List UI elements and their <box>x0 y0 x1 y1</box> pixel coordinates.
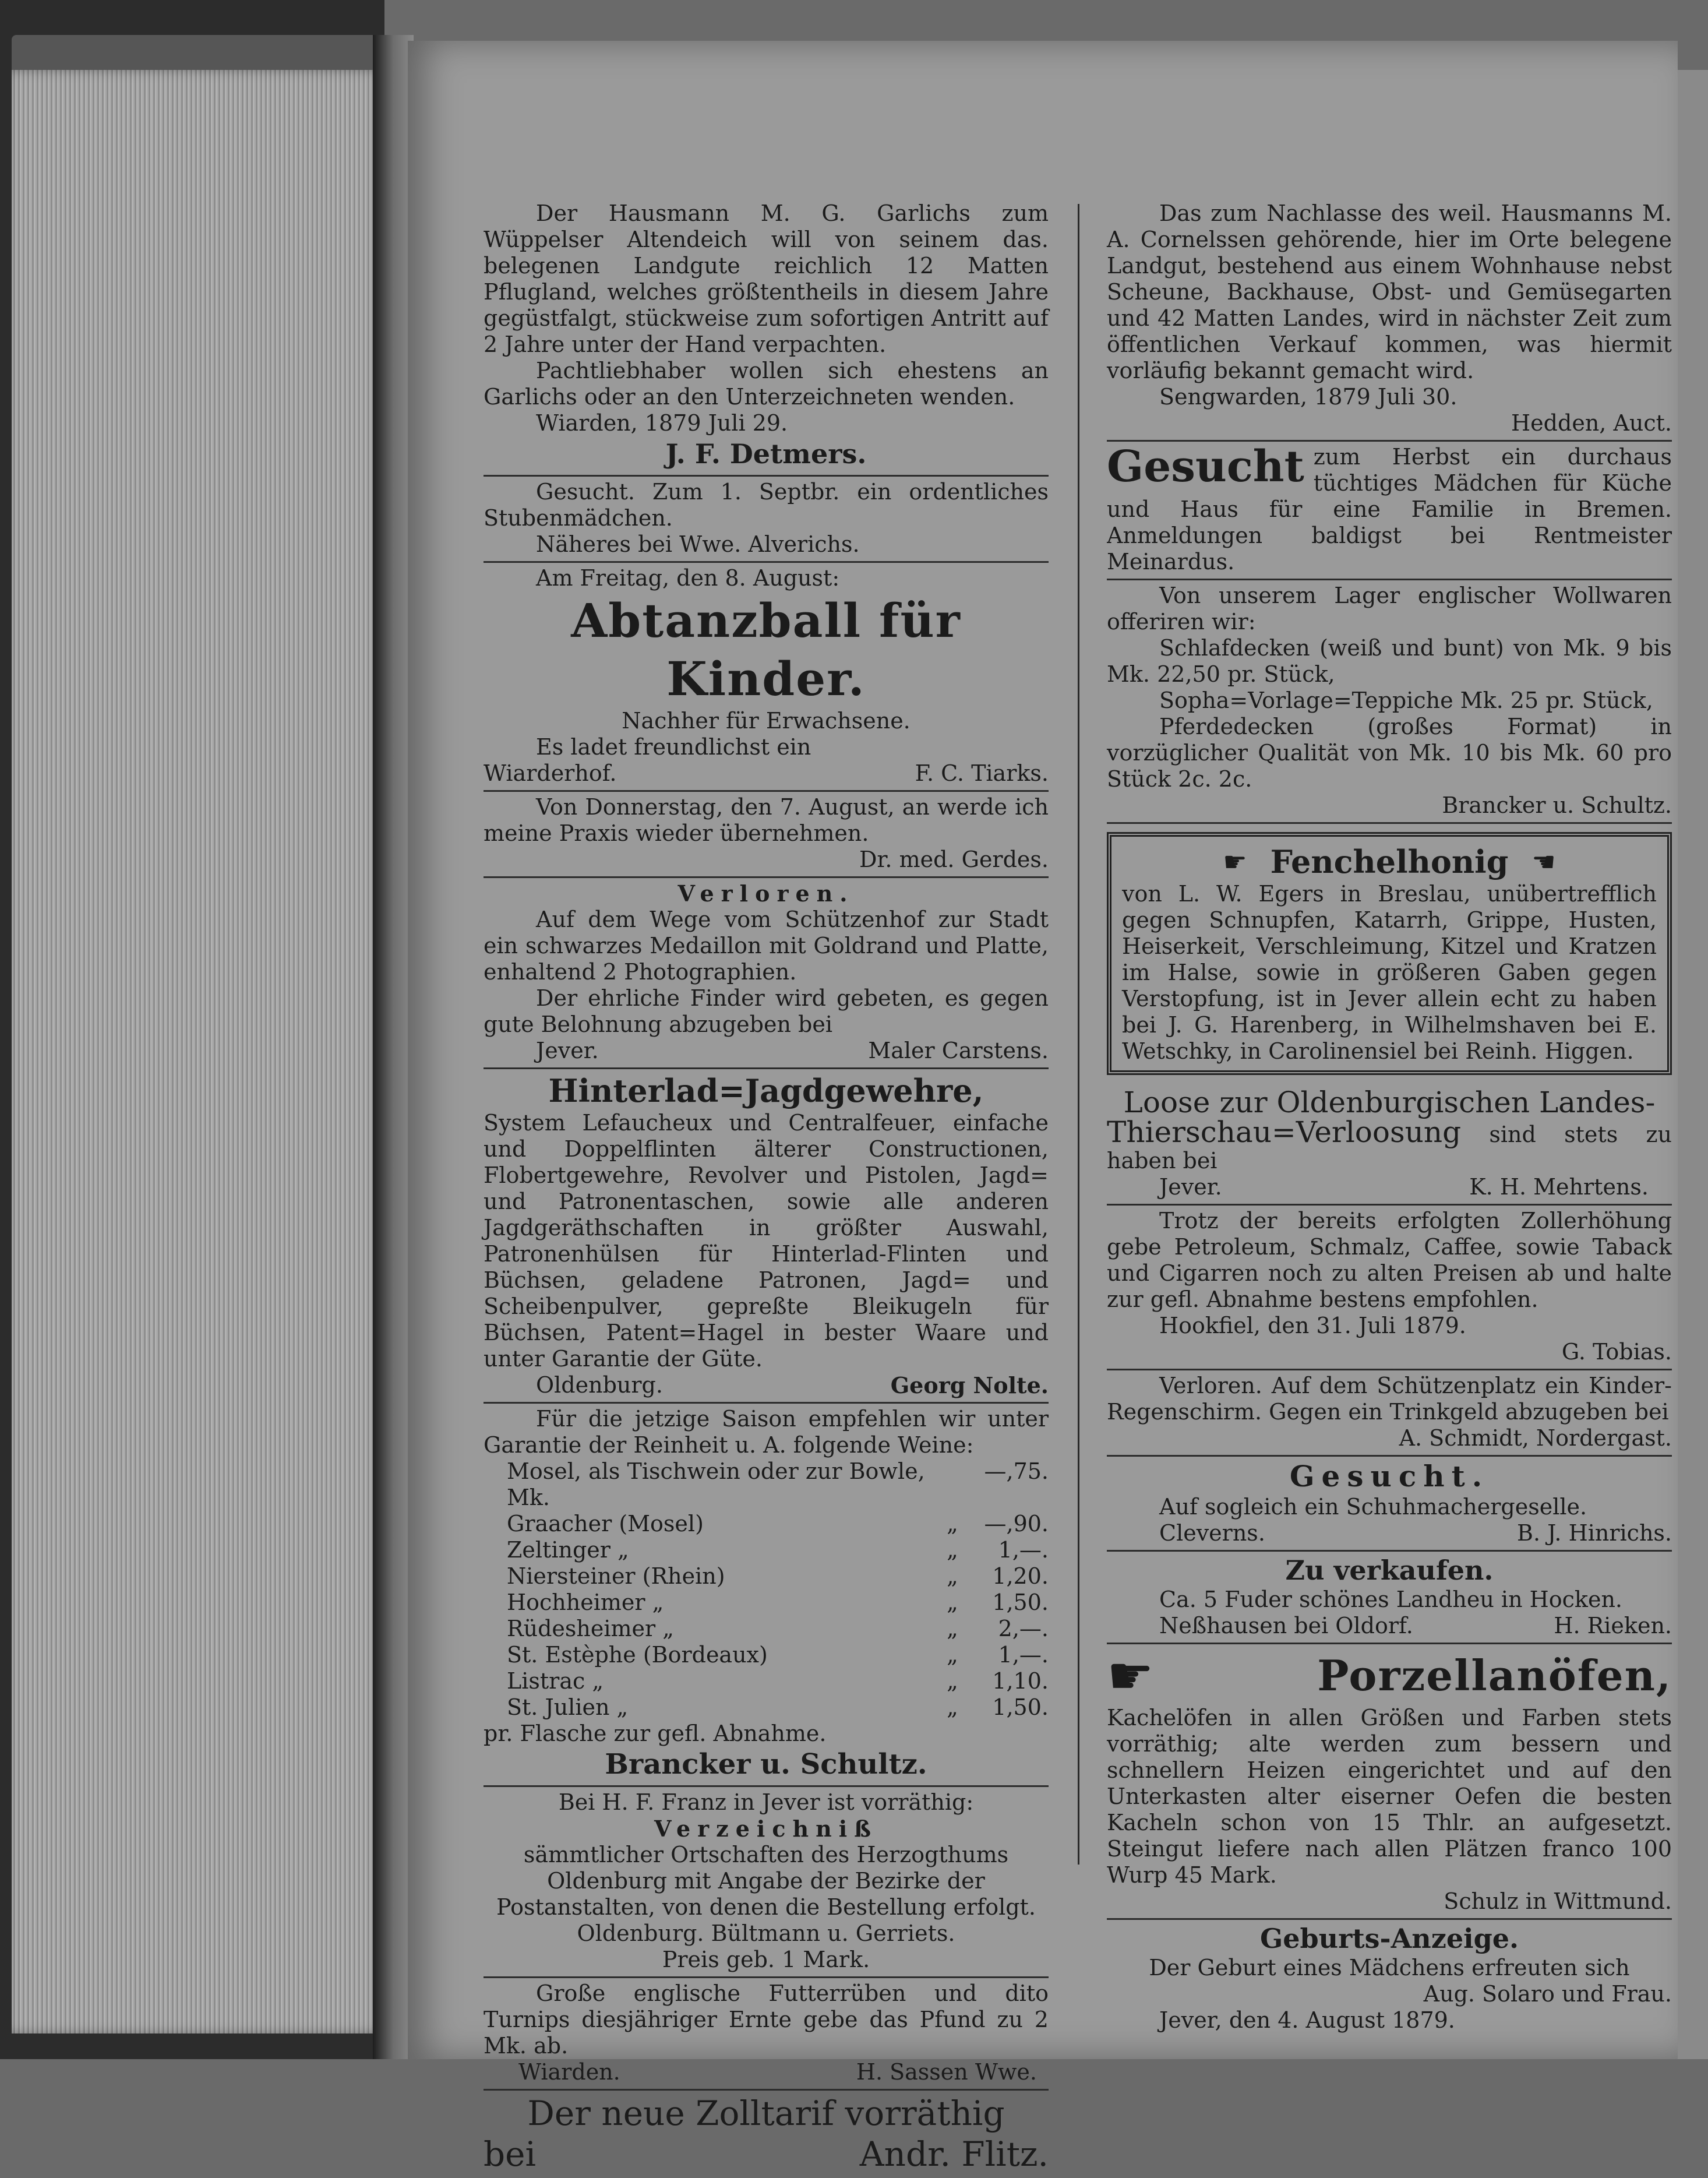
ad-signature: Dr. med. Gerdes. <box>859 847 1049 872</box>
ad-signature: Andr. Flitz. <box>859 2134 1049 2174</box>
pointing-hand-icon: ☛ <box>1107 1645 1154 1707</box>
ad-signature: Hedden, Auct. <box>1511 410 1672 436</box>
column-divider <box>1078 204 1079 1865</box>
ad-price: Preis geb. 1 Mark. <box>662 1947 870 1972</box>
ad-text: Bei H. F. Franz in Jever ist vorräthig: <box>558 1789 974 1815</box>
wine-row <box>484 1694 1049 1721</box>
ad-verloren <box>484 878 1049 1069</box>
ad-title: Hinterlad=Jagdgewehre, <box>548 1072 984 1109</box>
ad-stubenmaedchen <box>484 477 1049 563</box>
ad-porzellanoefen <box>1107 1644 1672 1920</box>
ad-loose <box>1107 1083 1672 1206</box>
ad-signature: Brancker u. Schultz. <box>605 1748 927 1781</box>
wine-price: 1,50. <box>992 1694 1049 1720</box>
ad-footer: pr. Flasche zur gefl. Abnahme. <box>484 1721 827 1746</box>
ad-signature: F. C. Tiarks. <box>915 760 1049 786</box>
ad-signature: G. Tobias. <box>1561 1339 1672 1365</box>
wine-row <box>484 1511 1049 1537</box>
ad-text: Große englische Futterrüben und dito Turnips diesjähriger Ernte gebe das Pfund zu 2 Mk. ab. <box>484 1980 1049 2059</box>
ad-gerdes <box>484 792 1049 878</box>
wine-mark: „ <box>947 1616 958 1641</box>
ad-place: Sengwarden, 1879 Juli 30. <box>1159 384 1458 410</box>
ad-signature: H. Sassen Wwe. <box>856 2059 1037 2085</box>
ad-place: Neßhausen bei Oldorf. <box>1159 1613 1413 1638</box>
ad-place: Jever. <box>1159 1174 1222 1200</box>
ad-jagdgewehre <box>484 1069 1049 1404</box>
ad-text: Für die jetzige Saison empfehlen wir unter Garantie der Reinheit u. A. folgende Weine: <box>484 1406 1049 1458</box>
wine-mark: „ <box>947 1511 958 1536</box>
ad-text: Trotz der bereits erfolgten Zollerhöhung gebe Petroleum, Schmalz, Caffee, sowie Taback und Cigarren noch zu alten Preisen ab und halte zur gefl. Abnahme bestens empfohlen. <box>1107 1208 1672 1312</box>
ad-gesucht-bremen <box>1107 442 1672 580</box>
ad-signature: K. H. Mehrtens. <box>1469 1174 1649 1200</box>
ad-signature: A. Schmidt, Nordergast. <box>1399 1425 1672 1451</box>
left-column <box>484 198 1049 2178</box>
wine-price: 1,20. <box>992 1563 1049 1589</box>
ad-text: Der Hausmann M. G. Garlichs zum Wüppelser Altendeich will von seinem das. belegenen Landgute reichlich 12 Matten Pflugland, welches größtentheils in diesem Jahre gegüstfalgt, stückweise zum sofortigen Antritt auf 2 Jahre unter der Hand verpachten. <box>484 200 1049 357</box>
wine-row <box>484 1563 1049 1590</box>
ad-text: Sopha=Vorlage=Teppiche Mk. 25 pr. Stück, <box>1159 688 1653 713</box>
wine-mark: „ <box>947 1642 958 1668</box>
wine-name: St. Estèphe (Bordeaux) <box>507 1642 768 1668</box>
ad-text: Näheres bei Wwe. Alverichs. <box>536 531 860 557</box>
wine-price: —,90. <box>984 1511 1049 1536</box>
ad-title: Geburts-Anzeige. <box>1259 1923 1519 1954</box>
wine-name: Graacher (Mosel) <box>507 1511 704 1536</box>
ad-title: Verzeichniß <box>654 1816 878 1842</box>
wine-row <box>484 1458 1049 1511</box>
ad-text: Auf sogleich ein Schuhmachergeselle. <box>1159 1494 1587 1520</box>
wine-price: 1,10. <box>992 1668 1049 1694</box>
ad-text: sämmtlicher Ortschaften des Herzogthums Oldenburg mit Angabe der Bezirke der Postanstalten, von denen die Bestellung erfolgt. <box>496 1842 1036 1920</box>
ad-place: Wiarden. <box>518 2059 620 2085</box>
ad-text: bei <box>484 2134 537 2174</box>
ad-text: Es ladet freundlichst ein <box>536 734 811 760</box>
wine-list <box>484 1458 1049 1721</box>
ad-title: Verloren. <box>677 880 855 907</box>
next-page-edge <box>1678 70 1708 2059</box>
ad-text: Gesucht. Zum 1. Septbr. ein ordentliches Stubenmädchen. <box>484 479 1049 531</box>
ad-place: Wiarderhof. <box>484 760 617 786</box>
right-column <box>1107 198 1672 2037</box>
pointing-hand-icon: ☚ <box>1531 845 1556 877</box>
wine-name: Niersteiner (Rhein) <box>507 1563 725 1589</box>
wine-price: 1,—. <box>998 1537 1049 1563</box>
ad-title: Porzellanöfen, <box>1317 1651 1672 1700</box>
wine-row <box>484 1616 1049 1642</box>
wine-name: Zeltinger „ <box>507 1537 629 1563</box>
ad-title: Gesucht. <box>1289 1459 1490 1493</box>
wine-price: 1,—. <box>998 1642 1049 1668</box>
ad-place: Hookfiel, den 31. Juli 1879. <box>1159 1313 1466 1338</box>
ad-text: von L. W. Egers in Breslau, unübertrefflich gegen Schnupfen, Katarrh, Grippe, Husten, Heiserkeit, Verschleimung, Kitzel und Kratzen im Halse, sowie in größeren Gaben gegen Verstopfung, ist in Jever allein echt zu haben bei J. G. Harenberg, in Wilhelmshaven bei E. Wetschky, in Carolinensiel bei Reinh. Higgen. <box>1122 881 1657 1064</box>
wine-name: Rüdesheimer „ <box>507 1616 674 1641</box>
ad-signature: Aug. Solaro und Frau. <box>1423 1981 1672 2007</box>
ad-verzeichniss <box>484 1787 1049 1978</box>
wine-name: Listrac „ <box>507 1668 604 1694</box>
wine-row <box>484 1590 1049 1616</box>
ad-title: Zu verkaufen. <box>1285 1555 1494 1586</box>
wine-mark: „ <box>947 1668 958 1694</box>
ad-title: Loose zur Oldenburgischen Landes- <box>1123 1086 1656 1119</box>
ad-signature: Brancker u. Schultz. <box>1442 792 1672 818</box>
ad-signature: H. Rieken. <box>1554 1613 1672 1638</box>
ad-garlichs <box>484 198 1049 477</box>
ad-text: Von Donnerstag, den 7. August, an werde ich meine Praxis wieder übernehmen. <box>484 794 1049 846</box>
wine-price: —,75. <box>984 1458 1049 1484</box>
ad-place: Oldenburg. <box>536 1372 663 1398</box>
ad-text: Von unserem Lager englischer Wollwaren offeriren wir: <box>1107 583 1672 635</box>
ad-text: Der ehrliche Finder wird gebeten, es gegen gute Belohnung abzugeben bei <box>484 985 1049 1037</box>
ad-tobias <box>1107 1206 1672 1370</box>
ad-text: System Lefaucheux und Centralfeuer, einfache und Doppelflinten älterer Constructionen, Flobertgewehre, Revolver und Pistolen, Jagd= und Patronentaschen, sowie alle anderen Jagdgeräthschaften in größter Auswahl, Patronenhülsen für Hinterlad-Flinten und Büchsen, geladene Patronen, Jagd= und Scheibenpulver, gepreßte Bleikugeln für Büchsen, Patent=Hagel in bester Waare und unter Garantie der Güte. <box>484 1110 1049 1372</box>
ad-place: Jever. <box>536 1038 599 1063</box>
ad-signature: J. F. Detmers. <box>665 438 867 470</box>
ad-signature: B. J. Hinrichs. <box>1517 1520 1672 1546</box>
wine-price: 1,50. <box>992 1590 1049 1615</box>
ad-fenchelhonig <box>1107 832 1672 1075</box>
wine-name: Mosel, als Tischwein oder zur Bowle, Mk. <box>507 1458 925 1510</box>
ad-zolltarif <box>484 2091 1049 2178</box>
ad-title: Abtanzball für Kinder. <box>571 593 961 706</box>
ad-signature: Maler Carstens. <box>868 1038 1049 1063</box>
ad-weine <box>484 1404 1049 1787</box>
ad-text: Kachelöfen in allen Größen und Farben stets vorräthig; alte werden zum bessern und schnellern Heizen eingerichtet und auf den Unterkasten alter eiserner Oefen die besten Kacheln schon von 15 Thlr. an aufgesetzt. Steingut liefere nach allen Plätzen franco 100 Wurp 45 Mark. <box>1107 1705 1672 1888</box>
ad-place: Jever, den 4. August 1879. <box>1159 2007 1455 2033</box>
ad-text: Pferdedecken (großes Format) in vorzüglicher Qualität von Mk. 10 bis Mk. 60 pro Stück 2c. 2c. <box>1107 714 1672 792</box>
ad-place: Wiarden, 1879 Juli 29. <box>536 410 788 436</box>
ad-text: Verloren. Auf dem Schützenplatz ein Kinder-Regenschirm. Gegen ein Trinkgeld abzugeben bei <box>1107 1373 1672 1425</box>
ad-text: Pachtliebhaber wollen sich ehestens an Garlichs oder an den Unterzeichneten wenden. <box>484 358 1049 410</box>
ad-title: Thierschau=Verloosung <box>1107 1115 1462 1149</box>
ad-title: Der neue Zolltarif vorräthig <box>527 2094 1005 2133</box>
wine-name: Hochheimer „ <box>507 1590 664 1615</box>
wine-mark: „ <box>947 1537 958 1563</box>
wine-mark: „ <box>947 1590 958 1615</box>
page-edges <box>12 70 384 2033</box>
ad-landheu <box>1107 1552 1672 1644</box>
wine-name: St. Julien „ <box>507 1694 629 1720</box>
ad-abtanzball <box>484 563 1049 792</box>
ad-text: Das zum Nachlasse des weil. Hausmanns M. A. Cornelssen gehörende, hier im Orte belegene Landgut, bestehend aus einem Wohnhause nebst Scheune, Backhause, Obst- und Gemüsegarten und 42 Matten Landes, wird in nächster Zeit zum öffentlichen Verkauf kommen, was hiermit vorläufig bekannt gemacht wird. <box>1107 200 1672 383</box>
ad-text: zum Herbst ein durchaus tüchtiges Mädchen für Küche und Haus für eine Familie in Bremen. Anmeldungen baldigst bei Rentmeister Meinardus. <box>1107 444 1672 575</box>
ad-regenschirm <box>1107 1370 1672 1457</box>
ad-wollwaren <box>1107 580 1672 824</box>
wine-mark: „ <box>947 1694 958 1720</box>
wine-price: 2,—. <box>998 1616 1049 1641</box>
ad-schuhmacher <box>1107 1457 1672 1552</box>
ad-text: Ca. 5 Fuder schönes Landheu in Hocken. <box>1159 1587 1622 1612</box>
ad-text: Der Geburt eines Mädchens erfreuten sich <box>1149 1955 1630 1980</box>
ad-signature: Schulz in Wittmund. <box>1444 1888 1672 1914</box>
ad-subtitle: Nachher für Erwachsene. <box>622 708 911 734</box>
pointing-hand-icon: ☛ <box>1223 845 1247 877</box>
ad-publisher: Oldenburg. Bültmann u. Gerriets. <box>577 1920 955 1946</box>
wine-mark: „ <box>947 1563 958 1589</box>
ad-text: Schlafdecken (weiß und bunt) von Mk. 9 bis Mk. 22,50 pr. Stück, <box>1107 635 1672 687</box>
ad-text: sind stets zu haben bei <box>1107 1122 1672 1173</box>
ad-place: Cleverns. <box>1159 1520 1265 1546</box>
ad-text: Auf dem Wege vom Schützenhof zur Stadt ein schwarzes Medaillon mit Goldrand und Platte, enhaltend 2 Photographien. <box>484 907 1049 985</box>
ad-futterrueben <box>484 1978 1049 2091</box>
ad-title: Gesucht <box>1107 442 1304 492</box>
wine-mark <box>932 1458 973 1511</box>
ad-cornelssen <box>1107 198 1672 442</box>
wine-row <box>484 1642 1049 1668</box>
wine-row <box>484 1668 1049 1694</box>
wine-row <box>484 1537 1049 1563</box>
ad-date: Am Freitag, den 8. August: <box>536 565 840 591</box>
ad-geburt <box>1107 1920 1672 2037</box>
ad-title: Fenchelhonig <box>1270 843 1509 880</box>
ad-signature: Georg Nolte. <box>890 1372 1049 1398</box>
